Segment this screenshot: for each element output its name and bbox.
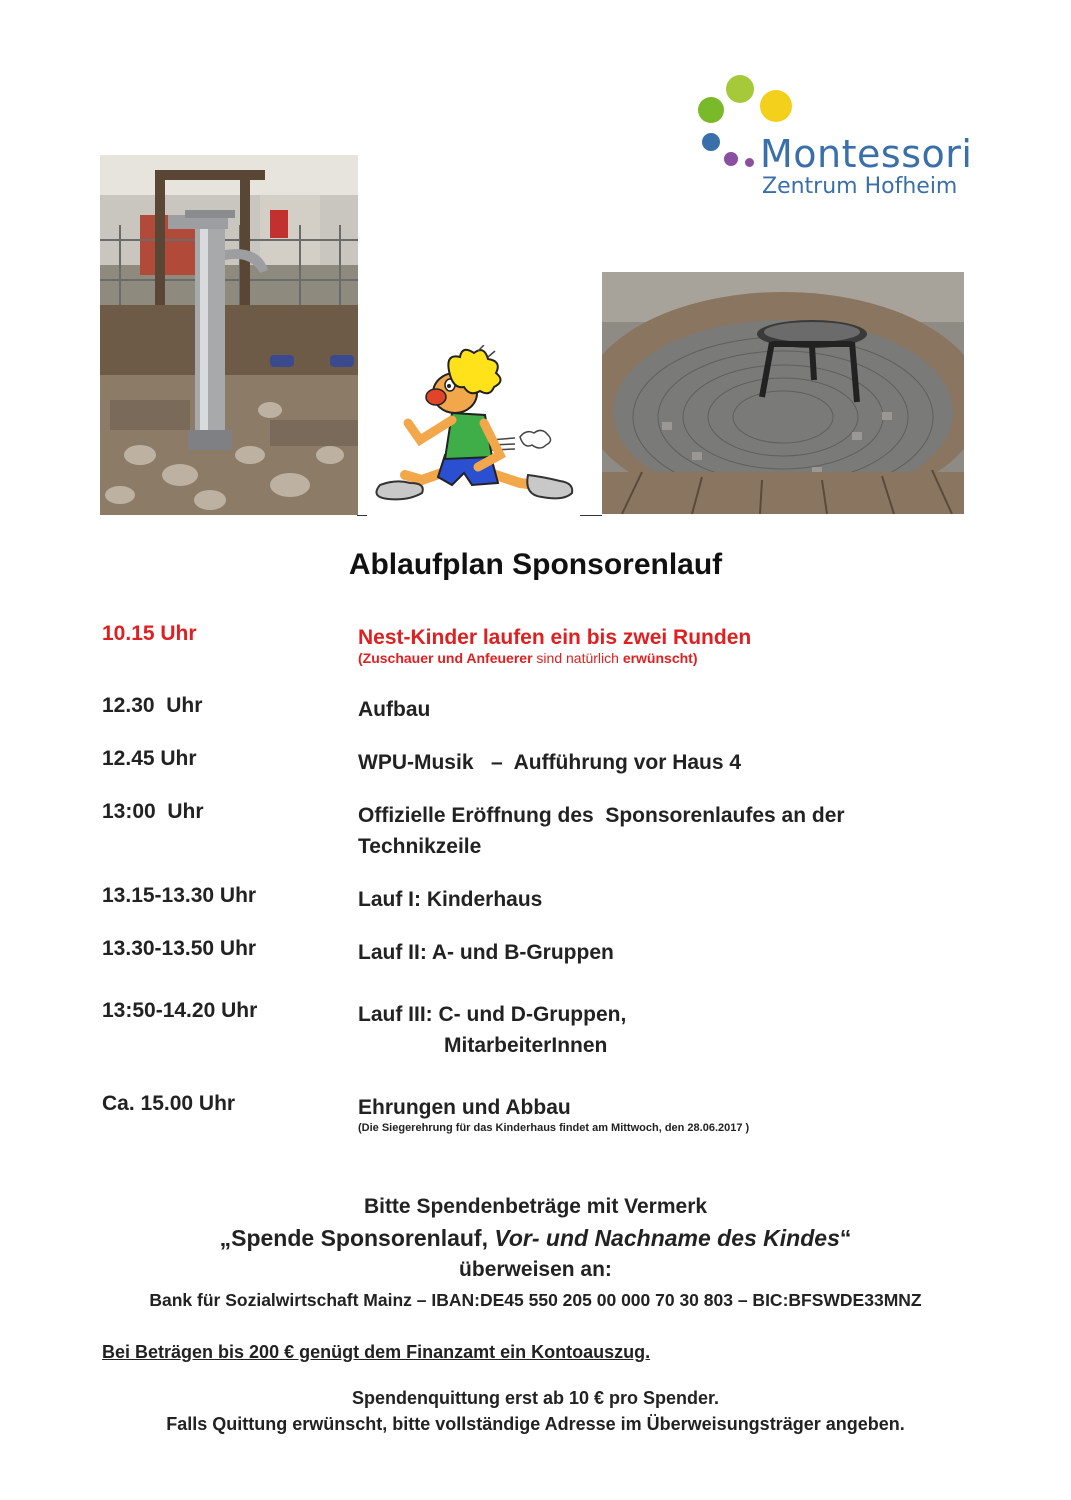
schedule-event-line: Technikzeile	[358, 835, 482, 858]
schedule-time: Ca. 15.00 Uhr	[102, 1092, 236, 1115]
schedule-time: 12.45 Uhr	[102, 747, 197, 770]
schedule-time: 13.15-13.30 Uhr	[102, 884, 257, 907]
image-underline-right	[580, 515, 602, 516]
logo-subtitle: Zentrum Hofheim	[762, 174, 958, 199]
logo-dot-blue	[702, 133, 720, 151]
logo-dot-purple-small	[745, 158, 754, 167]
schedule-event-line: Offizielle Eröffnung des Sponsorenlaufes an der	[358, 804, 845, 827]
bank-details: Bank für Sozialwirtschaft Mainz – IBAN:DE45 550 205 00 000 70 30 803 – BIC:BFSWDE33MNZ	[149, 1290, 922, 1310]
logo-dot-purple	[724, 152, 738, 166]
donation-line-2	[0, 1225, 1071, 1252]
schedule-event: Lauf I: Kinderhaus	[358, 888, 543, 911]
schedule-time: 13:00 Uhr	[102, 800, 204, 823]
tax-note: Bei Beträgen bis 200 € genügt dem Finanzamt ein Kontoauszug.	[102, 1342, 651, 1362]
donation-close-quote: “	[839, 1225, 852, 1251]
schedule-event: WPU-Musik – Aufführung vor Haus 4	[358, 751, 742, 774]
image-underline-left	[357, 515, 367, 516]
water-pump-photo	[100, 155, 358, 515]
donation-reference: „Spende Sponsorenlauf,	[219, 1225, 488, 1251]
donation-line-1: Bitte Spendenbeträge mit Vermerk	[363, 1195, 708, 1218]
schedule-event-line: Lauf III: C- und D-Gruppen,	[358, 1003, 627, 1026]
logo-name: Montessori	[760, 132, 973, 176]
logo-dot-lime	[726, 75, 754, 103]
schedule-time: 10.15 Uhr	[102, 622, 197, 645]
schedule-event: Lauf II: A- und B-Gruppen	[358, 941, 614, 964]
receipt-line-2: Falls Quittung erwünscht, bitte vollständige Adresse im Überweisungsträger angeben.	[166, 1414, 905, 1434]
schedule-time: 13.30-13.50 Uhr	[102, 937, 257, 960]
montessori-logo	[690, 70, 980, 210]
donation-line-3: überweisen an:	[459, 1258, 612, 1281]
page-title: Ablaufplan Sponsorenlauf	[348, 548, 723, 581]
schedule-time: 13:50-14.20 Uhr	[102, 999, 258, 1022]
note-bold-part: Zuschauer und Anfeuerer	[362, 650, 533, 666]
schedule-time: 12.30 Uhr	[102, 694, 203, 717]
schedule-event	[358, 999, 978, 1061]
schedule-event	[358, 800, 978, 862]
running-cartoon-kid	[360, 345, 600, 520]
logo-dot-yellow	[760, 90, 792, 122]
schedule-note: (Die Siegerehrung für das Kinderhaus findet am Mittwoch, den 28.06.2017 )	[358, 1122, 750, 1134]
schedule-event-line: MitarbeiterInnen	[444, 1034, 608, 1057]
receipt-line-1: Spendenquittung erst ab 10 € pro Spender.	[351, 1388, 720, 1408]
schedule-event: Nest-Kinder laufen ein bis zwei Runden	[358, 626, 752, 649]
note-bold-end: erwünscht)	[622, 650, 698, 666]
note-open-paren: (	[358, 650, 363, 666]
fire-pit-photo	[602, 272, 964, 514]
schedule-row	[102, 622, 982, 672]
donation-child-name: Vor- und Nachname des Kindes	[487, 1225, 840, 1251]
schedule-event: Aufbau	[358, 698, 431, 721]
schedule-note	[358, 650, 698, 666]
schedule-event: Ehrungen und Abbau	[358, 1096, 571, 1119]
logo-dot-green	[698, 97, 724, 123]
note-plain-part: sind natürlich	[532, 650, 623, 666]
